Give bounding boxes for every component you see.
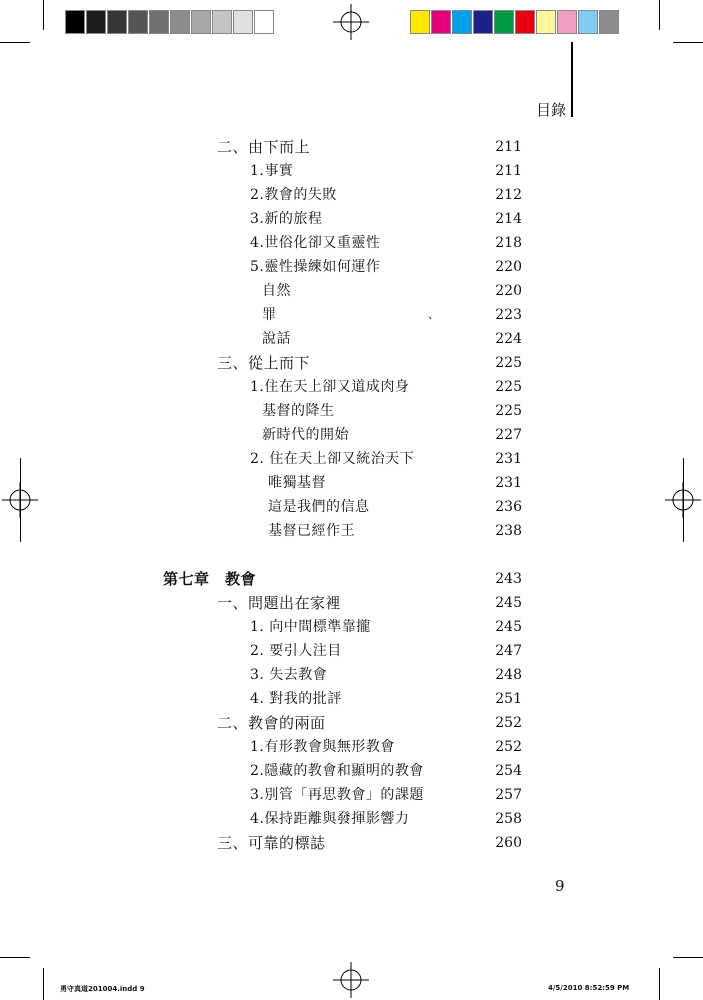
toc-entry [0,136,703,158]
toc-entry-page: 258 [495,811,522,827]
toc-entry [0,472,703,494]
toc-entry-page: 238 [495,523,522,539]
toc-entry-label: 4.保持距離與發揮影響力 [250,811,410,827]
toc-entry [0,256,703,278]
toc-entry [0,712,703,734]
toc-entry [0,232,703,254]
toc-entry-page: 225 [495,403,522,419]
process-color-bar [410,10,620,34]
toc-entry-label: 1.事實 [250,163,294,179]
color-swatch [233,10,253,34]
crop-mark [673,957,703,958]
toc-entry-page: 247 [495,643,522,659]
color-swatch [149,10,169,34]
toc-entry-page: 231 [495,475,522,491]
toc-entry [0,352,703,374]
crop-mark [43,968,44,1000]
toc-entry [0,160,703,182]
toc-entry-page: 225 [495,379,522,395]
toc-entry [0,520,703,542]
page-number: 9 [555,877,565,895]
toc-entry [0,808,703,830]
header-rule [571,42,573,117]
color-swatch [536,10,556,34]
footer-timestamp: 4/5/2010 8:52:59 PM [548,984,630,992]
toc-entry-label: 基督的降生 [262,403,335,419]
toc-entry-page: 252 [495,739,522,755]
toc-entry-label: 三、可靠的標誌 [217,834,326,852]
toc-entry-label: 說話 [262,331,291,347]
color-swatch [128,10,148,34]
toc-entry-page: 220 [495,283,522,299]
toc-entry [0,280,703,302]
toc-entry-label: 自然 [262,283,291,299]
color-swatch [452,10,472,34]
crop-mark [0,957,30,958]
toc-entry-page: 224 [495,331,522,347]
color-swatch [65,10,85,34]
crop-mark [673,42,703,43]
toc-entry-page: 243 [495,571,522,587]
toc-entry-label: 3. 失去教會 [250,667,328,683]
toc-entry-page: 218 [495,235,522,251]
toc-entry-page: 220 [495,259,522,275]
toc-entry-label: 4.世俗化卻又重靈性 [250,235,381,251]
toc-entry-label: 二、教會的兩面 [217,714,326,732]
color-swatch [494,10,514,34]
crop-mark [659,0,660,30]
registration-mark-icon [333,4,369,40]
color-swatch [170,10,190,34]
grayscale-color-bar [65,10,275,34]
toc-entry [0,568,703,590]
toc-entry-page: 211 [495,163,522,179]
toc-entry [0,304,703,326]
toc-entry-label: 3.新的旅程 [250,211,323,227]
toc-entry-label: 1. 向中間標準靠攏 [250,619,371,635]
toc-entry-label: 二、由下而上 [217,138,311,156]
toc-entry-label: 新時代的開始 [262,427,349,443]
toc-entry [0,400,703,422]
color-swatch [107,10,127,34]
toc-entry-page: 227 [495,427,522,443]
toc-entry-page: 236 [495,499,522,515]
toc-entry-label: 4. 對我的批評 [250,691,342,707]
toc-entry-label: 2. 住在天上卻又統治天下 [250,451,415,467]
toc-entry-page: 214 [495,211,522,227]
toc-entry-label: 基督已經作王 [268,523,355,539]
toc-entry [0,736,703,758]
color-swatch [212,10,232,34]
toc-entry-page: 231 [495,451,522,467]
toc-entry-label: 這是我們的信息 [268,499,370,515]
toc-entry-label: 2. 要引人注目 [250,643,342,659]
stray-mark: 、 [428,308,439,321]
toc-entry-label: 2.教會的失敗 [250,187,337,203]
toc-entry-label: 1.住在天上卻又道成肉身 [250,379,410,395]
toc-entry [0,664,703,686]
toc-entry-label: 2.隱藏的教會和顯明的教會 [250,763,424,779]
toc-entry-label: 第七章 教會 [163,570,257,588]
toc-entry [0,760,703,782]
color-swatch [473,10,493,34]
toc-entry-page: 245 [495,619,522,635]
crop-mark [43,0,44,30]
toc-entry-label: 一、問題出在家裡 [217,594,342,612]
toc-entry [0,832,703,854]
toc-entry [0,184,703,206]
color-swatch [410,10,430,34]
toc-entry-label: 5.靈性操練如何運作 [250,259,381,275]
color-swatch [578,10,598,34]
toc-entry [0,376,703,398]
color-swatch [557,10,577,34]
toc-entry [0,688,703,710]
toc-entry-page: 254 [495,763,522,779]
toc-entry-label: 3.別管「再思教會」的課題 [250,787,424,803]
color-swatch [599,10,619,34]
toc-entry [0,784,703,806]
toc-entry-page: 223 [495,307,522,323]
toc-entry [0,208,703,230]
color-swatch [86,10,106,34]
color-swatch [431,10,451,34]
running-header-title: 目錄 [536,101,567,119]
toc-entry-page: 225 [495,355,522,371]
color-swatch [191,10,211,34]
toc-entry-label: 罪 [262,307,277,323]
toc-entry-label: 三、從上而下 [217,354,311,372]
color-swatch [515,10,535,34]
registration-mark-icon [333,962,369,998]
footer-filename: 勇守真道201004.indd 9 [60,985,145,993]
toc-entry-page: 257 [495,787,522,803]
toc-entry-page: 252 [495,715,522,731]
toc-entry-label: 唯獨基督 [268,475,326,491]
toc-entry-page: 248 [495,667,522,683]
toc-entry-page: 212 [495,187,522,203]
toc-entry-page: 260 [495,835,522,851]
toc-entry-label: 1.有形教會與無形教會 [250,739,395,755]
toc-entry [0,616,703,638]
toc-entry-page: 211 [495,139,522,155]
toc-entry [0,448,703,470]
toc-entry [0,592,703,614]
crop-mark [0,42,30,43]
crop-mark [659,968,660,1000]
toc-entry [0,640,703,662]
toc-entry [0,424,703,446]
toc-entry-page: 245 [495,595,522,611]
toc-entry [0,496,703,518]
color-swatch [254,10,274,34]
toc-entry [0,328,703,350]
toc-entry-page: 251 [495,691,522,707]
